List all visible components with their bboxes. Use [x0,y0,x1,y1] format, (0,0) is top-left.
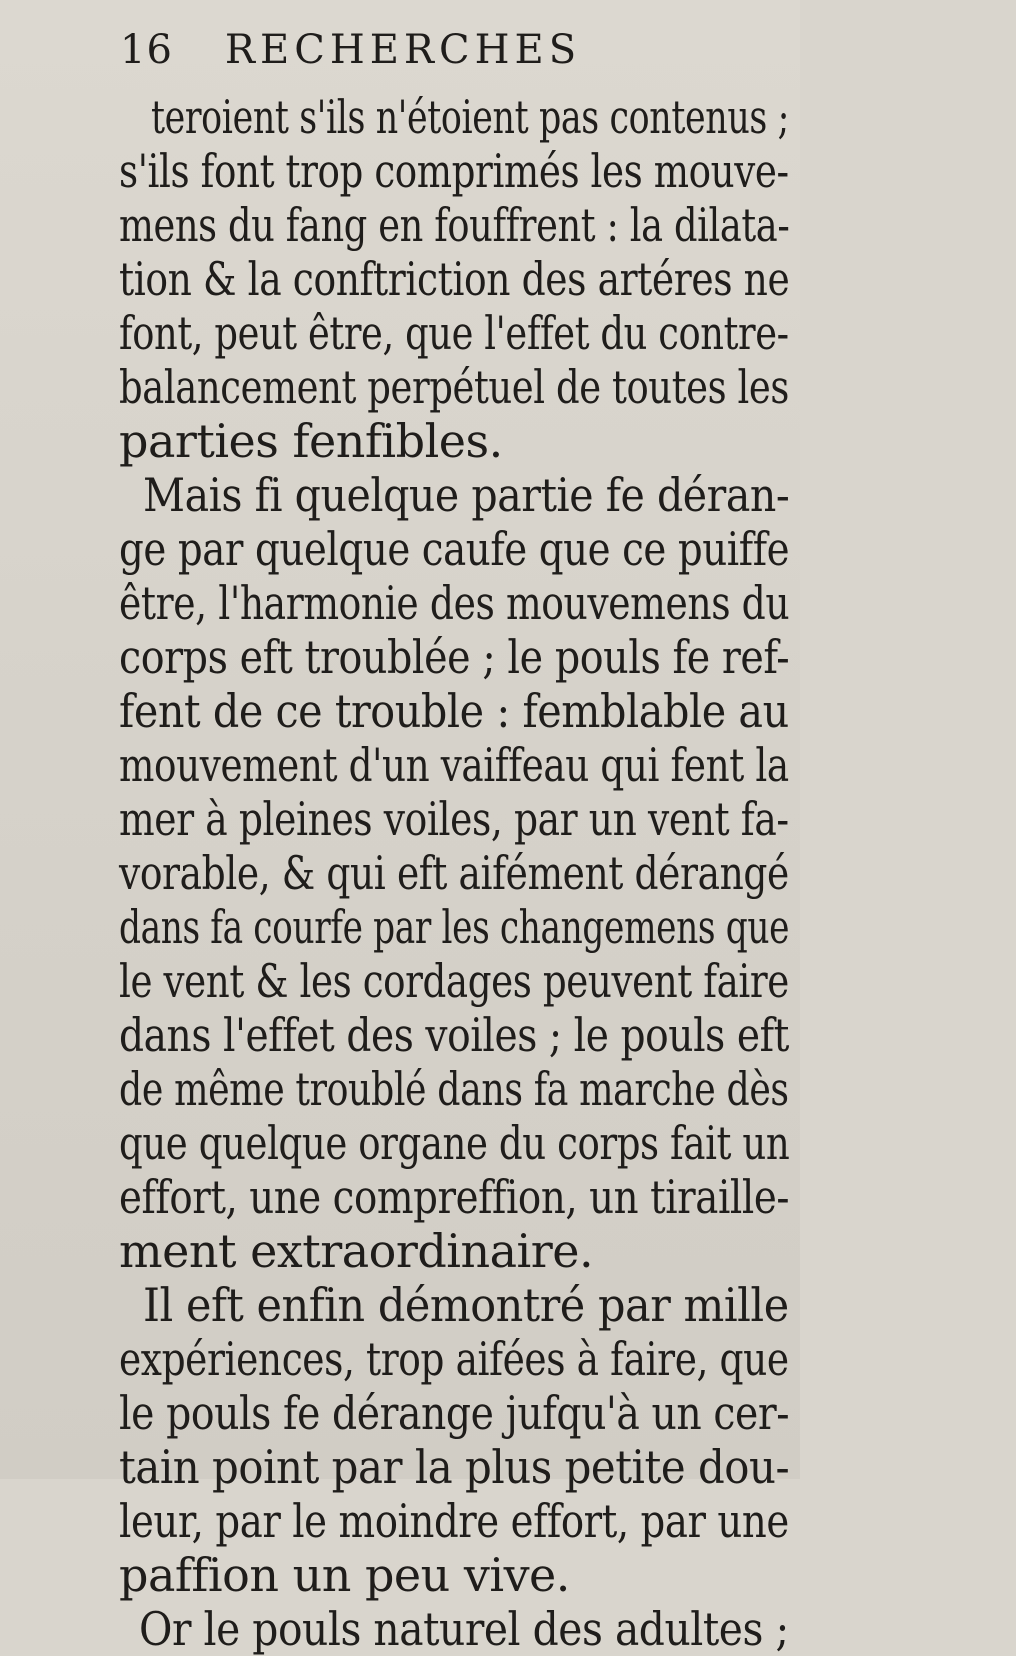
text-line: fent de ce trouble : femblable au [119,684,789,738]
text-line: mer à pleines voiles, par un vent fa- [119,792,789,846]
text-line: parties fenfibles. [119,414,503,468]
text-line: effort, une compreffion, un tiraille- [119,1170,790,1224]
text-line: Il eft enfin démontré par mille [143,1278,789,1332]
text-line: corps eft troublée ; le pouls fe ref- [119,630,790,684]
text-line: vorable, & qui eft aifément dérangé [119,846,789,900]
text-line: que quelque organe du corps fait un [119,1116,790,1170]
text-line: mouvement d'un vaiffeau qui fent la [119,738,789,792]
body-text [119,90,799,1656]
page-number: 16 [120,27,173,73]
page-header [120,10,581,90]
text-line: le vent & les cordages peuvent faire [119,954,789,1008]
text-line: expériences, trop aifées à faire, que [119,1332,789,1386]
text-line: être, l'harmonie des mouvemens du [119,576,790,630]
text-line: font, peut être, que l'effet du contre- [119,306,789,360]
text-line: le pouls fe dérange jufqu'à un cer- [119,1386,790,1440]
text-line: tain point par la plus petite dou- [119,1440,790,1494]
text-line: dans fa courfe par les changemens que [119,900,790,954]
text-line: Or le pouls naturel des adultes ; [139,1602,789,1656]
text-line: dans l'effet des voiles ; le pouls eft [119,1008,789,1062]
running-head: RECHERCHES [224,27,582,73]
text-line: leur, par le moindre effort, par une [119,1494,789,1548]
text-line: s'ils font trop comprimés les mouve- [119,144,789,198]
text-line: balancement perpétuel de toutes les [119,360,789,414]
text-line: de même troublé dans fa marche dès [119,1062,789,1116]
text-line: Mais fi quelque partie fe déran- [143,468,790,522]
text-line: ge par quelque caufe que ce puiffe [119,522,790,576]
text-line: teroient s'ils n'étoient pas contenus ; [151,90,789,144]
text-line: ment extraordinaire. [119,1224,594,1278]
text-line: paffion un peu vive. [119,1548,570,1602]
text-line: tion & la conftriction des artéres ne [119,252,790,306]
text-line: mens du fang en fouffrent : la dilata- [119,198,790,252]
